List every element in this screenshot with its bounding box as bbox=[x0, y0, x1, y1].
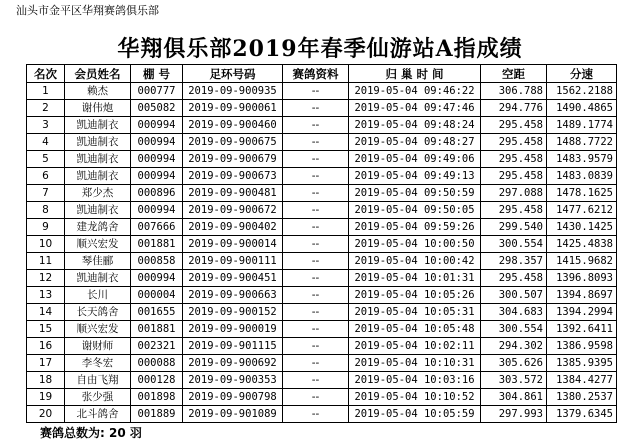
cell-pigeon-info: -- bbox=[283, 168, 349, 185]
table-row bbox=[27, 151, 617, 168]
cell-arrival-time: 2019-05-04 10:05:31 bbox=[349, 304, 481, 321]
cell-member-name: 凯迪制衣 bbox=[65, 151, 131, 168]
cell-ring-number: 2019-09-900675 bbox=[183, 134, 283, 151]
cell-pigeon-info: -- bbox=[283, 117, 349, 134]
cell-distance: 295.458 bbox=[481, 117, 547, 134]
column-header-arrival-time: 归 巢 时 间 bbox=[349, 65, 481, 83]
table-row bbox=[27, 134, 617, 151]
cell-speed: 1415.9682 bbox=[547, 253, 617, 270]
cell-ring-number: 2019-09-900451 bbox=[183, 270, 283, 287]
table-row bbox=[27, 287, 617, 304]
cell-arrival-time: 2019-05-04 10:00:42 bbox=[349, 253, 481, 270]
cell-arrival-time: 2019-05-04 10:01:31 bbox=[349, 270, 481, 287]
total-pigeon-count: 赛鸽总数为: 20 羽 bbox=[40, 426, 142, 440]
cell-speed: 1394.8697 bbox=[547, 287, 617, 304]
cell-distance: 295.458 bbox=[481, 151, 547, 168]
cell-rank: 6 bbox=[27, 168, 65, 185]
cell-speed: 1490.4865 bbox=[547, 100, 617, 117]
cell-ring-number: 2019-09-900111 bbox=[183, 253, 283, 270]
cell-rank: 10 bbox=[27, 236, 65, 253]
cell-distance: 300.507 bbox=[481, 287, 547, 304]
cell-arrival-time: 2019-05-04 09:50:05 bbox=[349, 202, 481, 219]
cell-rank: 20 bbox=[27, 406, 65, 423]
cell-pigeon-info: -- bbox=[283, 134, 349, 151]
cell-speed: 1386.9598 bbox=[547, 338, 617, 355]
table-row bbox=[27, 338, 617, 355]
table-row bbox=[27, 236, 617, 253]
cell-ring-number: 2019-09-900672 bbox=[183, 202, 283, 219]
cell-ring-number: 2019-09-900798 bbox=[183, 389, 283, 406]
cell-loft-number: 001655 bbox=[131, 304, 183, 321]
column-header-ring-number: 足环号码 bbox=[183, 65, 283, 83]
cell-distance: 295.458 bbox=[481, 270, 547, 287]
cell-arrival-time: 2019-05-04 10:00:50 bbox=[349, 236, 481, 253]
results-table bbox=[26, 64, 617, 423]
cell-rank: 17 bbox=[27, 355, 65, 372]
cell-speed: 1562.2188 bbox=[547, 83, 617, 100]
cell-speed: 1488.7722 bbox=[547, 134, 617, 151]
cell-rank: 7 bbox=[27, 185, 65, 202]
cell-member-name: 张少强 bbox=[65, 389, 131, 406]
cell-rank: 8 bbox=[27, 202, 65, 219]
table-row bbox=[27, 389, 617, 406]
cell-distance: 295.458 bbox=[481, 168, 547, 185]
cell-member-name: 顺兴宏发 bbox=[65, 321, 131, 338]
cell-pigeon-info: -- bbox=[283, 219, 349, 236]
cell-rank: 13 bbox=[27, 287, 65, 304]
cell-distance: 298.357 bbox=[481, 253, 547, 270]
cell-arrival-time: 2019-05-04 10:10:31 bbox=[349, 355, 481, 372]
cell-loft-number: 002321 bbox=[131, 338, 183, 355]
cell-rank: 1 bbox=[27, 83, 65, 100]
document-title: 华翔俱乐部2019年春季仙游站A指成绩 bbox=[117, 36, 523, 62]
cell-pigeon-info: -- bbox=[283, 355, 349, 372]
cell-ring-number: 2019-09-900152 bbox=[183, 304, 283, 321]
table-row bbox=[27, 219, 617, 236]
cell-arrival-time: 2019-05-04 09:59:26 bbox=[349, 219, 481, 236]
cell-distance: 304.683 bbox=[481, 304, 547, 321]
cell-distance: 297.088 bbox=[481, 185, 547, 202]
cell-arrival-time: 2019-05-04 09:49:06 bbox=[349, 151, 481, 168]
cell-loft-number: 001881 bbox=[131, 321, 183, 338]
cell-loft-number: 000088 bbox=[131, 355, 183, 372]
cell-arrival-time: 2019-05-04 10:05:26 bbox=[349, 287, 481, 304]
table-header-row bbox=[27, 65, 617, 83]
cell-rank: 14 bbox=[27, 304, 65, 321]
cell-pigeon-info: -- bbox=[283, 185, 349, 202]
cell-pigeon-info: -- bbox=[283, 151, 349, 168]
cell-ring-number: 2019-09-900061 bbox=[183, 100, 283, 117]
cell-distance: 305.626 bbox=[481, 355, 547, 372]
cell-loft-number: 000994 bbox=[131, 202, 183, 219]
cell-pigeon-info: -- bbox=[283, 100, 349, 117]
cell-member-name: 凯迪制衣 bbox=[65, 202, 131, 219]
cell-distance: 306.788 bbox=[481, 83, 547, 100]
table-row bbox=[27, 253, 617, 270]
cell-loft-number: 000896 bbox=[131, 185, 183, 202]
cell-pigeon-info: -- bbox=[283, 270, 349, 287]
cell-member-name: 谢伟炮 bbox=[65, 100, 131, 117]
cell-pigeon-info: -- bbox=[283, 236, 349, 253]
cell-distance: 300.554 bbox=[481, 321, 547, 338]
cell-member-name: 凯迪制衣 bbox=[65, 270, 131, 287]
cell-speed: 1384.4277 bbox=[547, 372, 617, 389]
table-row bbox=[27, 321, 617, 338]
cell-speed: 1380.2537 bbox=[547, 389, 617, 406]
cell-loft-number: 000994 bbox=[131, 151, 183, 168]
table-row bbox=[27, 202, 617, 219]
cell-ring-number: 2019-09-900402 bbox=[183, 219, 283, 236]
cell-speed: 1392.6411 bbox=[547, 321, 617, 338]
cell-rank: 2 bbox=[27, 100, 65, 117]
cell-loft-number: 001889 bbox=[131, 406, 183, 423]
cell-member-name: 凯迪制衣 bbox=[65, 117, 131, 134]
cell-loft-number: 000994 bbox=[131, 134, 183, 151]
cell-member-name: 凯迪制衣 bbox=[65, 134, 131, 151]
cell-pigeon-info: -- bbox=[283, 287, 349, 304]
cell-loft-number: 001881 bbox=[131, 236, 183, 253]
cell-pigeon-info: -- bbox=[283, 338, 349, 355]
cell-member-name: 长川 bbox=[65, 287, 131, 304]
cell-member-name: 自由飞翔 bbox=[65, 372, 131, 389]
cell-rank: 4 bbox=[27, 134, 65, 151]
cell-arrival-time: 2019-05-04 09:46:22 bbox=[349, 83, 481, 100]
cell-speed: 1396.8093 bbox=[547, 270, 617, 287]
cell-speed: 1478.1625 bbox=[547, 185, 617, 202]
cell-ring-number: 2019-09-900014 bbox=[183, 236, 283, 253]
column-header-speed: 分速 bbox=[547, 65, 617, 83]
cell-distance: 294.776 bbox=[481, 100, 547, 117]
cell-distance: 303.572 bbox=[481, 372, 547, 389]
cell-member-name: 顺兴宏发 bbox=[65, 236, 131, 253]
cell-rank: 18 bbox=[27, 372, 65, 389]
column-header-pigeon-info: 赛鸽资料 bbox=[283, 65, 349, 83]
cell-member-name: 北斗鸽舍 bbox=[65, 406, 131, 423]
cell-arrival-time: 2019-05-04 10:05:59 bbox=[349, 406, 481, 423]
cell-loft-number: 005082 bbox=[131, 100, 183, 117]
cell-loft-number: 000858 bbox=[131, 253, 183, 270]
cell-member-name: 建龙鸽舍 bbox=[65, 219, 131, 236]
cell-distance: 295.458 bbox=[481, 202, 547, 219]
cell-pigeon-info: -- bbox=[283, 83, 349, 100]
table-row bbox=[27, 83, 617, 100]
cell-speed: 1425.4838 bbox=[547, 236, 617, 253]
cell-speed: 1489.1774 bbox=[547, 117, 617, 134]
cell-speed: 1483.9579 bbox=[547, 151, 617, 168]
table-row bbox=[27, 270, 617, 287]
cell-speed: 1483.0839 bbox=[547, 168, 617, 185]
cell-member-name: 谢财师 bbox=[65, 338, 131, 355]
cell-loft-number: 000128 bbox=[131, 372, 183, 389]
table-row bbox=[27, 117, 617, 134]
cell-ring-number: 2019-09-901089 bbox=[183, 406, 283, 423]
cell-ring-number: 2019-09-900679 bbox=[183, 151, 283, 168]
organization-name: 汕头市金平区华翔赛鸽俱乐部 bbox=[16, 4, 159, 17]
column-header-member-name: 会员姓名 bbox=[65, 65, 131, 83]
cell-arrival-time: 2019-05-04 09:47:46 bbox=[349, 100, 481, 117]
cell-distance: 304.861 bbox=[481, 389, 547, 406]
table-row bbox=[27, 304, 617, 321]
cell-ring-number: 2019-09-900481 bbox=[183, 185, 283, 202]
cell-member-name: 李冬宏 bbox=[65, 355, 131, 372]
cell-arrival-time: 2019-05-04 10:10:52 bbox=[349, 389, 481, 406]
cell-ring-number: 2019-09-900692 bbox=[183, 355, 283, 372]
table-row bbox=[27, 372, 617, 389]
cell-pigeon-info: -- bbox=[283, 202, 349, 219]
cell-member-name: 长天鸽舍 bbox=[65, 304, 131, 321]
cell-arrival-time: 2019-05-04 09:49:13 bbox=[349, 168, 481, 185]
cell-arrival-time: 2019-05-04 09:48:24 bbox=[349, 117, 481, 134]
cell-rank: 16 bbox=[27, 338, 65, 355]
cell-member-name: 赖杰 bbox=[65, 83, 131, 100]
cell-arrival-time: 2019-05-04 09:50:59 bbox=[349, 185, 481, 202]
cell-ring-number: 2019-09-900353 bbox=[183, 372, 283, 389]
cell-distance: 299.540 bbox=[481, 219, 547, 236]
table-row bbox=[27, 185, 617, 202]
cell-loft-number: 000994 bbox=[131, 168, 183, 185]
cell-loft-number: 001898 bbox=[131, 389, 183, 406]
cell-distance: 297.993 bbox=[481, 406, 547, 423]
cell-pigeon-info: -- bbox=[283, 321, 349, 338]
cell-ring-number: 2019-09-900019 bbox=[183, 321, 283, 338]
column-header-loft-number: 棚 号 bbox=[131, 65, 183, 83]
cell-ring-number: 2019-09-900663 bbox=[183, 287, 283, 304]
cell-pigeon-info: -- bbox=[283, 253, 349, 270]
cell-pigeon-info: -- bbox=[283, 389, 349, 406]
cell-loft-number: 000004 bbox=[131, 287, 183, 304]
cell-distance: 300.554 bbox=[481, 236, 547, 253]
cell-speed: 1379.6345 bbox=[547, 406, 617, 423]
cell-rank: 5 bbox=[27, 151, 65, 168]
table-row bbox=[27, 406, 617, 423]
table-row bbox=[27, 100, 617, 117]
cell-rank: 19 bbox=[27, 389, 65, 406]
cell-speed: 1430.1425 bbox=[547, 219, 617, 236]
cell-ring-number: 2019-09-900935 bbox=[183, 83, 283, 100]
cell-ring-number: 2019-09-900673 bbox=[183, 168, 283, 185]
table-row bbox=[27, 168, 617, 185]
cell-rank: 12 bbox=[27, 270, 65, 287]
cell-pigeon-info: -- bbox=[283, 304, 349, 321]
cell-loft-number: 000994 bbox=[131, 117, 183, 134]
cell-rank: 11 bbox=[27, 253, 65, 270]
cell-member-name: 凯迪制衣 bbox=[65, 168, 131, 185]
table-row bbox=[27, 355, 617, 372]
cell-arrival-time: 2019-05-04 10:05:48 bbox=[349, 321, 481, 338]
cell-member-name: 郑少杰 bbox=[65, 185, 131, 202]
cell-loft-number: 007666 bbox=[131, 219, 183, 236]
cell-ring-number: 2019-09-901115 bbox=[183, 338, 283, 355]
column-header-rank: 名次 bbox=[27, 65, 65, 83]
cell-rank: 9 bbox=[27, 219, 65, 236]
cell-distance: 294.302 bbox=[481, 338, 547, 355]
cell-rank: 15 bbox=[27, 321, 65, 338]
cell-speed: 1477.6212 bbox=[547, 202, 617, 219]
cell-speed: 1394.2994 bbox=[547, 304, 617, 321]
cell-pigeon-info: -- bbox=[283, 372, 349, 389]
column-header-distance: 空距 bbox=[481, 65, 547, 83]
cell-distance: 295.458 bbox=[481, 134, 547, 151]
cell-arrival-time: 2019-05-04 10:02:11 bbox=[349, 338, 481, 355]
cell-arrival-time: 2019-05-04 09:48:27 bbox=[349, 134, 481, 151]
cell-loft-number: 000994 bbox=[131, 270, 183, 287]
cell-arrival-time: 2019-05-04 10:03:16 bbox=[349, 372, 481, 389]
cell-pigeon-info: -- bbox=[283, 406, 349, 423]
cell-ring-number: 2019-09-900460 bbox=[183, 117, 283, 134]
cell-member-name: 琴佳郦 bbox=[65, 253, 131, 270]
cell-rank: 3 bbox=[27, 117, 65, 134]
cell-speed: 1385.9395 bbox=[547, 355, 617, 372]
cell-loft-number: 000777 bbox=[131, 83, 183, 100]
